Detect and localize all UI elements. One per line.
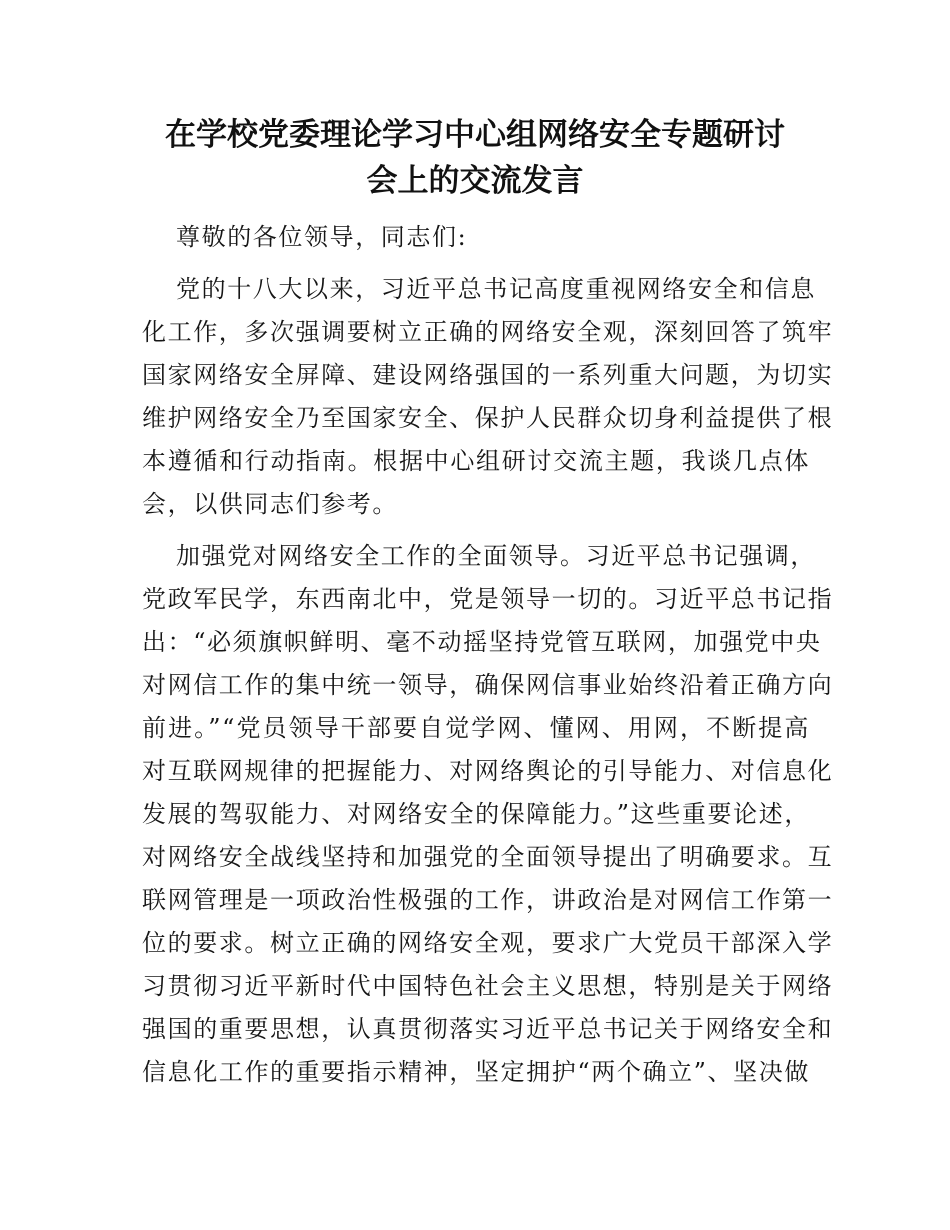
paragraph-1-line-6: 会，以供同志们参考。 [142, 490, 398, 518]
paragraph-2-line-4: 对网信工作的集中统一领导，确保网信事业始终沿着正确方向 [142, 671, 834, 699]
paragraph-2-line-9: 联网管理是一项政治性极强的工作，讲政治是对网信工作第一 [142, 886, 834, 914]
paragraph-2-line-5: 前进。”“党员领导干部要自觉学网、懂网、用网，不断提高 [142, 714, 810, 742]
paragraph-2-line-12: 强国的重要思想，认真贯彻落实习近平总书记关于网络安全和 [142, 1015, 834, 1043]
paragraph-1-line-3: 国家网络安全屏障、建设网络强国的一系列重大问题，为切实 [142, 361, 834, 389]
paragraph-2-line-6: 对互联网规律的把握能力、对网络舆论的引导能力、对信息化 [142, 757, 834, 785]
paragraph-2-line-1: 加强党对网络安全工作的全面领导。习近平总书记强调， [176, 542, 816, 570]
paragraph-2-line-3: 出：“必须旗帜鲜明、毫不动摇坚持党管互联网，加强党中央 [142, 628, 822, 656]
document-title-line-2: 会上的交流发言 [366, 163, 584, 199]
paragraph-1-line-1: 党的十八大以来，习近平总书记高度重视网络安全和信息 [176, 275, 816, 303]
paragraph-1-line-2: 化工作，多次强调要树立正确的网络安全观，深刻回答了筑牢 [142, 318, 834, 346]
paragraph-2-line-2: 党政军民学，东西南北中，党是领导一切的。习近平总书记指 [142, 585, 834, 613]
document-title-line-1: 在学校党委理论学习中心组网络安全专题研讨 [165, 117, 785, 153]
paragraph-2-line-7: 发展的驾驭能力、对网络安全的保障能力。”这些重要论述， [142, 800, 810, 828]
paragraph-2-line-10: 位的要求。树立正确的网络安全观，要求广大党员干部深入学 [142, 929, 834, 957]
paragraph-1-line-4: 维护网络安全乃至国家安全、保护人民群众切身利益提供了根 [142, 404, 834, 432]
paragraph-2-line-11: 习贯彻习近平新时代中国特色社会主义思想，特别是关于网络 [142, 972, 834, 1000]
salutation: 尊敬的各位领导，同志们: [176, 223, 468, 251]
paragraph-2-line-8: 对网络安全战线坚持和加强党的全面领导提出了明确要求。互 [142, 843, 834, 871]
paragraph-2-line-13: 信息化工作的重要指示精神，坚定拥护“两个确立”、坚决做 [142, 1058, 810, 1086]
paragraph-1-line-5: 本遵循和行动指南。根据中心组研讨交流主题，我谈几点体 [142, 447, 810, 475]
